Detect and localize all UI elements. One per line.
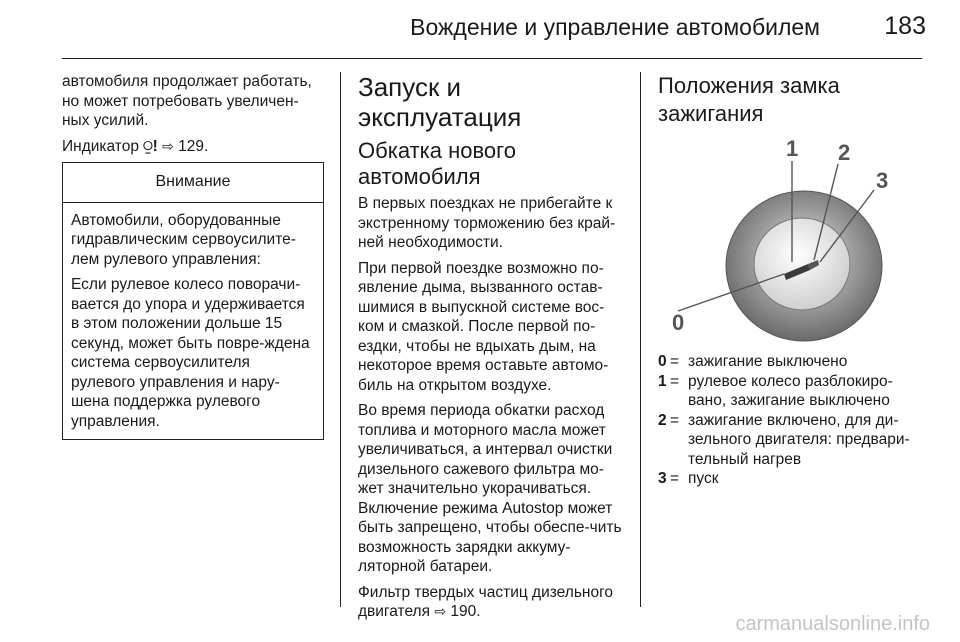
paragraph: Фильтр твердых частиц дизельного двигателя ⇨ 190.	[358, 583, 614, 620]
legend-item: 3 = пуск	[658, 470, 719, 487]
indicator-text: Индикатор	[62, 137, 139, 155]
subsection-title: Обкатка нового автомобиля	[358, 138, 516, 189]
legend-item: 2 = зажигание включено, для ди-зельного двигателя: предвари-тельный нагрев	[658, 411, 910, 468]
header-divider	[62, 58, 922, 59]
warning-text: Если рулевое колесо поворачи-вается до упора и удерживается в этом положении дольше 15 секунд, может быть повре-ждена система сервоусилителя рулевого управления и нару-шена поддержка рулевого управления.	[71, 276, 310, 430]
watermark: carmanualsonline.info	[735, 613, 930, 635]
ref-arrow-icon: ⇨	[162, 137, 174, 154]
ignition-lock-icon	[658, 136, 920, 348]
legend-item: 0 = зажигание выключено	[658, 353, 848, 370]
header-title: Вождение и управление автомобилем	[410, 14, 820, 40]
ref-arrow-icon: ⇨	[434, 603, 447, 619]
page-number: 183	[884, 12, 926, 40]
column-middle	[358, 72, 626, 628]
page-ref: 129.	[178, 137, 209, 155]
paragraph: Во время периода обкатки расход топлива и моторного масла может увеличиваться, а интервал очистки дизельного сажевого фильтра мо-жет значительно укорачиваться. Включение режима Autostop может быть запрещено, чтобы обеспе-чить возможность зарядки аккуму-ляторной батареи.	[358, 402, 622, 575]
column-right	[658, 72, 922, 489]
column-left	[62, 72, 324, 440]
legend-list	[658, 352, 922, 489]
legend-item: 1 = рулевое колесо разблокиро-вано, зажигание выключено	[658, 372, 893, 409]
figure-label: 1	[786, 136, 799, 161]
column-divider	[340, 72, 341, 607]
indicator-line	[62, 137, 324, 157]
paragraph: При первой поездке возможно по-явление дыма, вызванного остав-шимися в выпускной системе вос-ком и смазкой. После первой по-ездки, чтобы не вдыхать дым, на некоторое время оставьте автомо-биль на открытом воздухе.	[358, 259, 609, 394]
figure-label: 3	[876, 168, 889, 193]
paragraph: автомобиля продолжает работать, но может потребовать увеличен-ных усилий.	[62, 73, 312, 129]
column-divider	[640, 72, 641, 607]
figure-label: 2	[838, 140, 851, 165]
page-ref: 190.	[450, 603, 481, 620]
warning-text: Автомобили, оборудованные гидравлическим сервоусилите-лем рулевого управления:	[71, 211, 296, 268]
paragraph: В первых поездках не прибегайте к экстренному торможению без край-ней необходимости.	[358, 195, 616, 251]
ignition-lock-figure	[658, 136, 920, 348]
section-title: Положения замка зажигания	[658, 73, 840, 126]
section-title: Запуск и эксплуатация	[358, 72, 522, 132]
warning-title: Внимание	[63, 163, 323, 203]
figure-label: 0	[672, 310, 685, 335]
steering-warning-icon: ⍜!	[143, 137, 158, 155]
warning-box	[62, 162, 324, 440]
